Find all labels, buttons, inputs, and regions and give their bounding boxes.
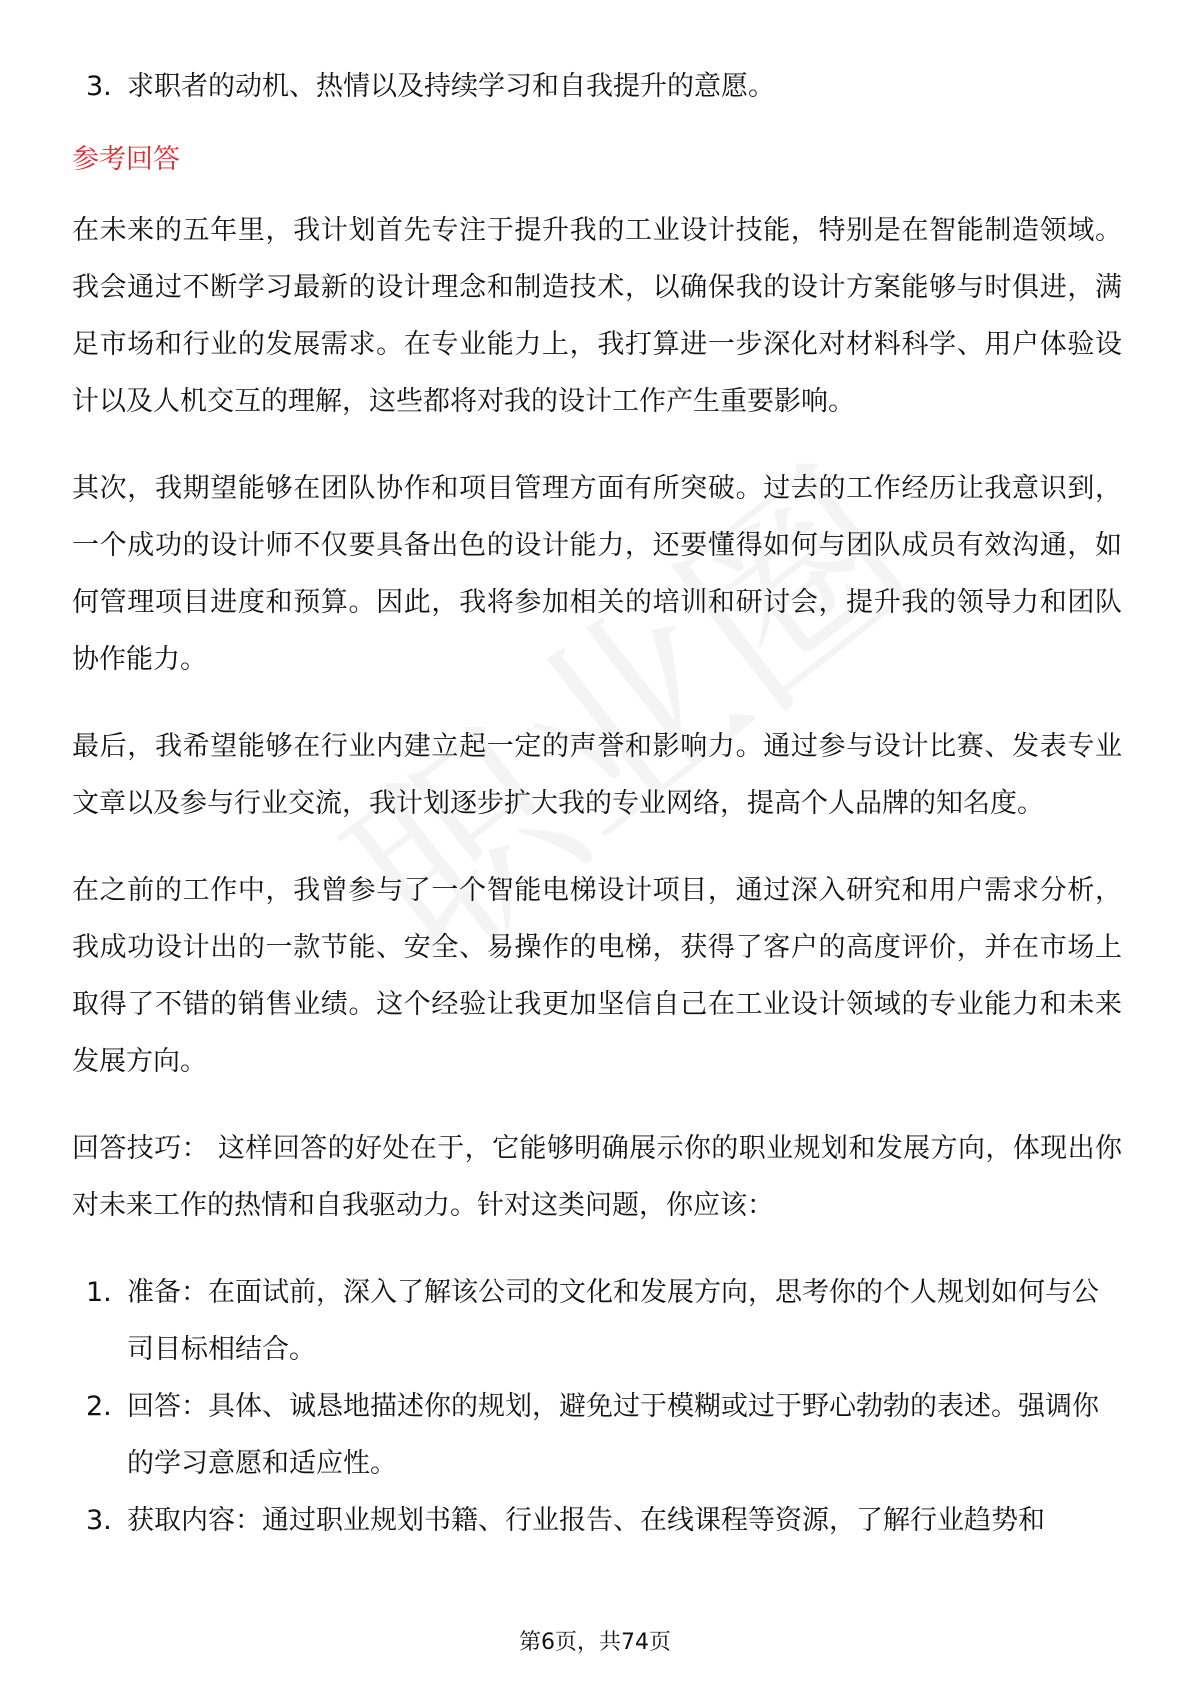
list-item <box>72 1264 1122 1378</box>
list-item <box>72 1492 1122 1549</box>
answer-tips-paragraph: 回答技巧： 这样回答的好处在于，它能够明确展示你的职业规划和发展方向，体现出你对未来工作的热情和自我驱动力。针对这类问题，你应该： <box>72 1133 1122 1221</box>
list-item-text: 回答：具体、诚恳地描述你的规划，避免过于模糊或过于野心勃勃的表述。强调你的学习意愿和适应性。 <box>127 1391 1099 1479</box>
list-item-number: 1. <box>86 1277 112 1308</box>
page-footer: 第6页，共74页 <box>519 1630 671 1655</box>
section-title: 参考回答 <box>72 144 180 175</box>
list-item-text: 获取内容：通过职业规划书籍、行业报告、在线课程等资源，了解行业趋势和 <box>127 1505 1045 1536</box>
list-item-number: 3. <box>86 71 112 102</box>
list-item <box>72 1378 1122 1492</box>
paragraph-1: 在未来的五年里，我计划首先专注于提升我的工业设计技能，特别是在智能制造领域。我会通过不断学习最新的设计理念和制造技术，以确保我的设计方案能够与时俱进，满足市场和行业的发展需求。在专业能力上，我打算进一步深化对材料科学、用户体验设计以及人机交互的理解，这些都将对我的设计工作产生重要影响。 <box>72 215 1122 417</box>
paragraph-4: 在之前的工作中，我曾参与了一个智能电梯设计项目，通过深入研究和用户需求分析，我成功设计出的一款节能、安全、易操作的电梯，获得了客户的高度评价，并在市场上取得了不错的销售业绩。这个经验让我更加坚信自己在工业设计领域的专业能力和未来发展方向。 <box>72 875 1122 1077</box>
top-list <box>72 58 1122 115</box>
list-item-number: 3. <box>86 1505 112 1536</box>
list-item-text: 求职者的动机、热情以及持续学习和自我提升的意愿。 <box>127 71 775 102</box>
list-item-text: 准备：在面试前，深入了解该公司的文化和发展方向，思考你的个人规划如何与公司目标相结合。 <box>127 1277 1099 1365</box>
tips-list <box>72 1264 1122 1549</box>
paragraph-2: 其次，我期望能够在团队协作和项目管理方面有所突破。过去的工作经历让我意识到，一个成功的设计师不仅要具备出色的设计能力，还要懂得如何与团队成员有效沟通，如何管理项目进度和预算。因此，我将参加相关的培训和研讨会，提升我的领导力和团队协作能力。 <box>72 473 1122 675</box>
page-content <box>72 58 1122 1549</box>
list-item-number: 2. <box>86 1391 112 1422</box>
paragraph-3: 最后，我希望能够在行业内建立起一定的声誉和影响力。通过参与设计比赛、发表专业文章以及参与行业交流，我计划逐步扩大我的专业网络，提高个人品牌的知名度。 <box>72 731 1122 819</box>
list-item <box>72 58 1122 115</box>
